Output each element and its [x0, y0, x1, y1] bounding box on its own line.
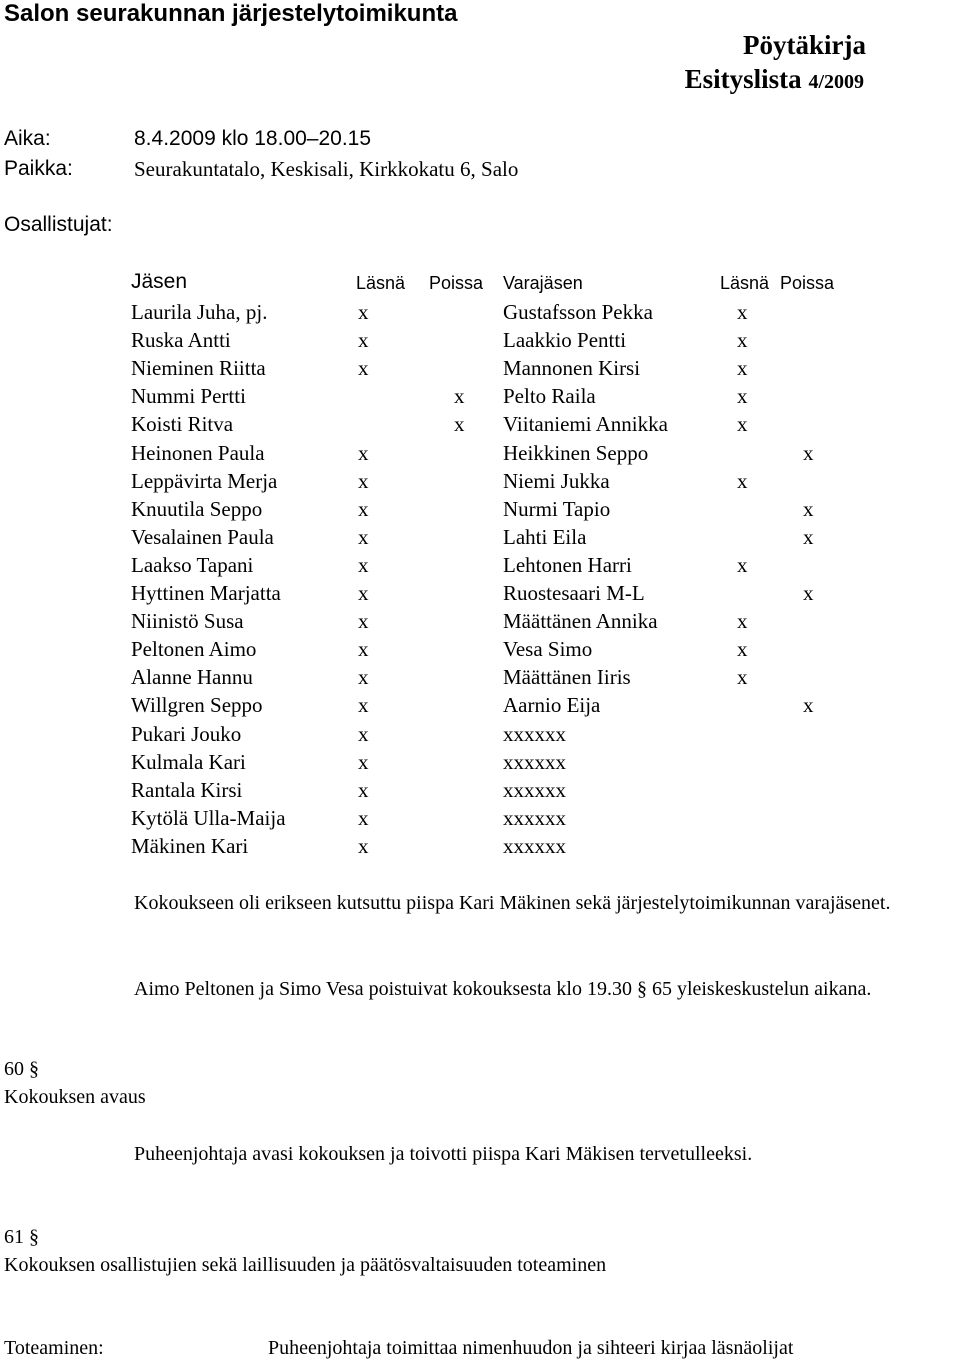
substitute-absent-mark: x: [803, 496, 814, 521]
member-name: Kulmala Kari: [131, 749, 246, 774]
substitute-present-mark: x: [737, 637, 748, 662]
agenda-number: 4/2009: [808, 71, 864, 93]
present-mark: x: [358, 328, 369, 353]
column-present: Läsnä: [356, 273, 406, 293]
table-row: [0, 806, 960, 834]
table-row: [0, 356, 960, 384]
departure-note: Aimo Peltonen ja Simo Vesa poistuivat kokouksesta klo 19.30 § 65 yleiskeskustelun aikana.: [134, 978, 872, 1000]
table-row: [0, 693, 960, 721]
member-name: Leppävirta Merja: [131, 468, 278, 493]
section-60-title: Kokouksen avaus: [4, 1086, 146, 1108]
substitute-present-mark: x: [737, 328, 748, 353]
substitute-present-mark: x: [737, 665, 748, 690]
substitute-absent-mark: x: [803, 440, 814, 465]
agenda-label: Esityslista: [684, 64, 802, 94]
table-row: [0, 581, 960, 609]
agenda-heading: [685, 64, 864, 95]
substitute-name: Pelto Raila: [503, 384, 596, 409]
invitation-note: Kokoukseen oli erikseen kutsuttu piispa Kari Mäkinen sekä järjestelytoimikunnan varajäsenet.: [134, 892, 891, 914]
table-row: [0, 469, 960, 497]
table-row: [0, 441, 960, 469]
table-row: [0, 525, 960, 553]
organization-title: Salon seurakunnan järjestelytoimikunta: [4, 0, 458, 27]
present-mark: x: [358, 496, 369, 521]
present-mark: x: [358, 581, 369, 605]
present-mark: x: [358, 805, 369, 830]
present-mark: x: [358, 693, 369, 718]
table-row: [0, 778, 960, 806]
present-mark: x: [358, 721, 369, 746]
attendees-label: Osallistujat:: [4, 213, 113, 236]
place-value: Seurakuntatalo, Keskisali, Kirkkokatu 6, Salo: [134, 157, 519, 181]
table-row: [0, 497, 960, 525]
substitute-absent-mark: x: [803, 693, 814, 718]
member-name: Alanne Hannu: [131, 665, 253, 690]
absent-mark: x: [454, 412, 465, 437]
finding-text: Puheenjohtaja toimittaa nimenhuudon ja sihteeri kirjaa läsnäolijat: [268, 1337, 794, 1359]
member-name: Ruska Antti: [131, 328, 231, 353]
substitute-absent-mark: x: [803, 524, 814, 549]
substitute-present-mark: x: [737, 609, 748, 634]
member-name: Heinonen Paula: [131, 440, 265, 465]
member-name: Hyttinen Marjatta: [131, 581, 281, 605]
table-row: [0, 665, 960, 693]
substitute-present-mark: x: [737, 300, 748, 324]
substitute-present-mark: x: [737, 384, 748, 409]
substitute-name: xxxxxx: [503, 749, 566, 774]
present-mark: x: [358, 524, 369, 549]
present-mark: x: [358, 637, 369, 662]
member-name: Pukari Jouko: [131, 721, 242, 746]
member-name: Laurila Juha, pj.: [131, 300, 268, 324]
member-name: Vesalainen Paula: [131, 524, 274, 549]
time-value: 8.4.2009 klo 18.00–20.15: [134, 127, 372, 150]
substitute-present-mark: x: [737, 552, 748, 577]
column-absent: Poissa: [429, 273, 484, 293]
member-name: Nieminen Riitta: [131, 356, 266, 381]
member-name: Mäkinen Kari: [131, 833, 249, 858]
absent-mark: x: [454, 384, 465, 409]
place-label: Paikka:: [4, 157, 73, 180]
document-type: Pöytäkirja: [743, 30, 866, 60]
substitute-name: Nurmi Tapio: [503, 496, 611, 521]
substitute-name: Mannonen Kirsi: [503, 356, 641, 381]
member-name: Rantala Kirsi: [131, 777, 243, 802]
table-row: [0, 834, 960, 862]
column-absent-substitute: Poissa: [780, 273, 835, 293]
present-mark: x: [358, 440, 369, 465]
substitute-name: Määttänen Annika: [503, 609, 658, 634]
substitute-name: Vesa Simo: [503, 637, 593, 662]
table-row: [0, 553, 960, 581]
substitute-name: Niemi Jukka: [503, 468, 610, 493]
member-name: Koisti Ritva: [131, 412, 234, 437]
substitute-name: Lahti Eila: [503, 524, 587, 549]
table-row: [0, 328, 960, 356]
substitute-name: Aarnio Eija: [503, 693, 601, 718]
member-name: Kytölä Ulla-Maija: [131, 805, 286, 830]
substitute-name: Ruostesaari M-L: [503, 581, 645, 605]
table-row: [0, 384, 960, 412]
member-name: Peltonen Aimo: [131, 637, 257, 662]
table-row: [0, 412, 960, 440]
substitute-absent-mark: x: [803, 581, 814, 605]
present-mark: x: [358, 609, 369, 634]
substitute-name: Laakkio Pentti: [503, 328, 627, 353]
table-row: [0, 722, 960, 750]
column-substitute: Varajäsen: [503, 273, 583, 293]
table-row: [0, 637, 960, 665]
substitute-name: xxxxxx: [503, 721, 566, 746]
present-mark: x: [358, 356, 369, 381]
present-mark: x: [358, 300, 369, 324]
section-60-text: Puheenjohtaja avasi kokouksen ja toivotti piispa Kari Mäkisen tervetulleeksi.: [134, 1143, 753, 1165]
table-row: [0, 750, 960, 778]
present-mark: x: [358, 833, 369, 858]
substitute-name: xxxxxx: [503, 805, 566, 830]
substitute-present-mark: x: [737, 412, 748, 437]
present-mark: x: [358, 665, 369, 690]
substitute-present-mark: x: [737, 468, 748, 493]
section-61-number: 61 §: [4, 1226, 39, 1248]
member-name: Nummi Pertti: [131, 384, 246, 409]
column-member: Jäsen: [131, 270, 188, 293]
present-mark: x: [358, 777, 369, 802]
section-60-number: 60 §: [4, 1058, 39, 1080]
member-name: Laakso Tapani: [131, 552, 254, 577]
substitute-name: Lehtonen Harri: [503, 552, 632, 577]
substitute-name: Heikkinen Seppo: [503, 440, 649, 465]
table-row: [0, 300, 960, 328]
table-row: [0, 609, 960, 637]
substitute-name: Määttänen Iiris: [503, 665, 631, 690]
substitute-name: xxxxxx: [503, 777, 566, 802]
present-mark: x: [358, 749, 369, 774]
member-name: Willgren Seppo: [131, 693, 263, 718]
substitute-present-mark: x: [737, 356, 748, 381]
present-mark: x: [358, 468, 369, 493]
substitute-name: xxxxxx: [503, 833, 566, 858]
substitute-name: Gustafsson Pekka: [503, 300, 653, 324]
member-name: Knuutila Seppo: [131, 496, 263, 521]
column-present-substitute: Läsnä: [720, 273, 770, 293]
section-61-title: Kokouksen osallistujien sekä laillisuuden ja päätösvaltaisuuden toteaminen: [4, 1254, 607, 1276]
substitute-name: Viitaniemi Annikka: [503, 412, 668, 437]
time-label: Aika:: [4, 127, 51, 150]
finding-label: Toteaminen:: [4, 1337, 104, 1359]
present-mark: x: [358, 552, 369, 577]
member-name: Niinistö Susa: [131, 609, 244, 634]
